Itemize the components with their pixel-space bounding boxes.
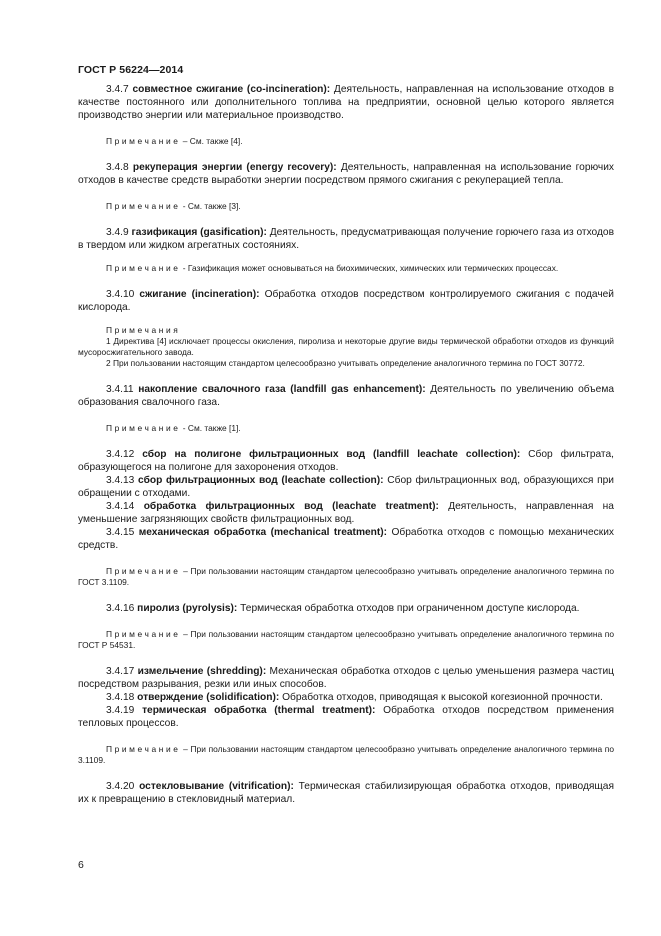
note-label: Примечание [106,201,181,211]
term-number: 3.4.17 [106,666,135,677]
term-3-4-9 [78,226,614,252]
note-3-4-16 [78,629,614,651]
term-3-4-7 [78,83,614,122]
term-name: обработка фильтрационных вод (leachate treatment): [143,501,439,512]
note-text: – При пользовании настоящим стандартом целесообразно учитывать определение аналогичного термина по 3.1109. [78,744,614,765]
term-number: 3.4.18 [106,692,135,703]
term-definition: Деятельность, предусматривающая получение горючего газа из отходов в твердом или жидком агрегатных состояниях. [78,227,615,251]
note-label: Примечание [106,136,181,146]
term-definition: Обработка отходов с помощью механических средств. [78,527,614,551]
term-number: 3.4.10 [106,289,135,300]
term-definition: Деятельность, направленная на уменьшение загрязняющих свойств фильтрационных вод. [78,501,614,525]
note-label: Примечание [106,566,181,576]
term-definition: Термическая обработка отходов при ограниченном доступе кислорода. [237,603,580,614]
term-3-4-19 [78,704,614,730]
term-3-4-17 [78,665,614,691]
term-name: совместное сжигание (co-incineration): [132,84,331,95]
term-name: рекуперация энергии (energy recovery): [132,162,337,173]
term-number: 3.4.19 [106,705,135,716]
term-number: 3.4.14 [106,501,135,512]
term-number: 3.4.15 [106,527,135,538]
note-3-4-11 [78,423,614,434]
term-name: отверждение (solidification): [137,692,280,703]
term-number: 3.4.11 [106,384,134,395]
term-3-4-15 [78,526,614,552]
term-3-4-18 [78,691,614,704]
note-3-4-9 [78,263,614,274]
term-3-4-10 [78,288,614,314]
term-number: 3.4.20 [106,781,135,792]
note-3-4-15 [78,566,614,588]
note-3-4-8 [78,201,614,212]
note-text: - См. также [3]. [180,201,241,211]
term-definition: Термическая стабилизирующая обработка отходов, приводящая их к превращению в стекловидный материал. [78,781,614,805]
term-definition: Сбор фильтрата, образующегося на полигоне для захоронения отходов. [78,449,614,473]
term-3-4-20 [78,780,614,806]
term-name: измельчение (shredding): [137,666,267,677]
term-name: сбор на полигоне фильтрационных вод (landfill leachate collection): [142,449,521,460]
note-item-1: 1 Директива [4] исключает процессы окисления, пиролиза и некоторые другие виды термической обработки отходов из функций мусоросжигательного завода. [78,336,614,357]
term-3-4-14 [78,500,614,526]
document-body [78,83,614,806]
term-definition: Деятельность, направленная на использование горючих отходов в качестве средств выработки энергии посредством прямого сжигания с рекуперацией тепла. [78,162,614,186]
term-name: сжигание (incineration): [139,289,260,300]
term-number: 3.4.9 [106,227,129,238]
note-label: Примечание [106,744,181,754]
term-definition: Сбор фильтрационных вод, образующихся при обращении с отходами. [78,475,615,499]
term-definition: Деятельность по увеличению объема образования свалочного газа. [78,384,614,408]
term-number: 3.4.7 [106,84,129,95]
note-text: – См. также [4]. [180,136,243,146]
term-3-4-13 [78,474,614,500]
term-name: накопление свалочного газа (landfill gas enhancement): [138,384,426,395]
term-definition: Обработка отходов посредством применения тепловых процессов. [78,705,614,729]
term-3-4-12 [78,448,614,474]
term-3-4-8 [78,161,614,187]
term-name: остекловывание (vitrification): [139,781,294,792]
term-name: термическая обработка (thermal treatment): [142,705,376,716]
note-3-4-19 [78,744,614,766]
term-definition: Механическая обработка отходов с целью уменьшения размера частиц посредством разрывания, резки или иных способов. [78,666,614,690]
term-3-4-11 [78,383,614,409]
term-name: механическая обработка (mechanical treatment): [138,527,388,538]
note-item-2: 2 При пользовании настоящим стандартом целесообразно учитывать определение аналогичного термина по ГОСТ 30772. [106,358,585,368]
term-definition: Обработка отходов посредством контролируемого сжигания с подачей кислорода. [78,289,614,313]
term-name: газификация (gasification): [131,227,267,238]
document-header: ГОСТ Р 56224—2014 [78,64,184,76]
term-3-4-16 [78,602,614,615]
term-number: 3.4.16 [106,603,135,614]
note-label: Примечание [106,629,181,639]
note-text: – При пользовании настоящим стандартом целесообразно учитывать определение аналогичного термина по ГОСТ 3.1109. [78,566,614,587]
note-text: - Газификация может основываться на биохимических, химических или термических процессах. [180,263,559,273]
note-label: Примечание [106,263,181,273]
notes-heading: Примечания [106,325,181,335]
term-definition: Деятельность, направленная на использование отходов в качестве постоянного или дополнительного топлива на предприятии, основной целью которого является производство энергии или материальное производство. [78,84,614,121]
note-3-4-7 [78,136,614,147]
term-number: 3.4.13 [106,475,135,486]
note-text: - См. также [1]. [180,423,241,433]
page-number: 6 [78,859,84,871]
term-number: 3.4.12 [106,449,135,460]
term-number: 3.4.8 [106,162,129,173]
note-text: – При пользовании настоящим стандартом целесообразно учитывать определение аналогичного термина по ГОСТ Р 54531. [78,629,614,650]
term-definition: Обработка отходов, приводящая к высокой когезионной прочности. [279,692,603,703]
note-label: Примечание [106,423,181,433]
term-name: сбор фильтрационных вод (leachate collection): [138,475,384,486]
term-name: пиролиз (pyrolysis): [137,603,238,614]
